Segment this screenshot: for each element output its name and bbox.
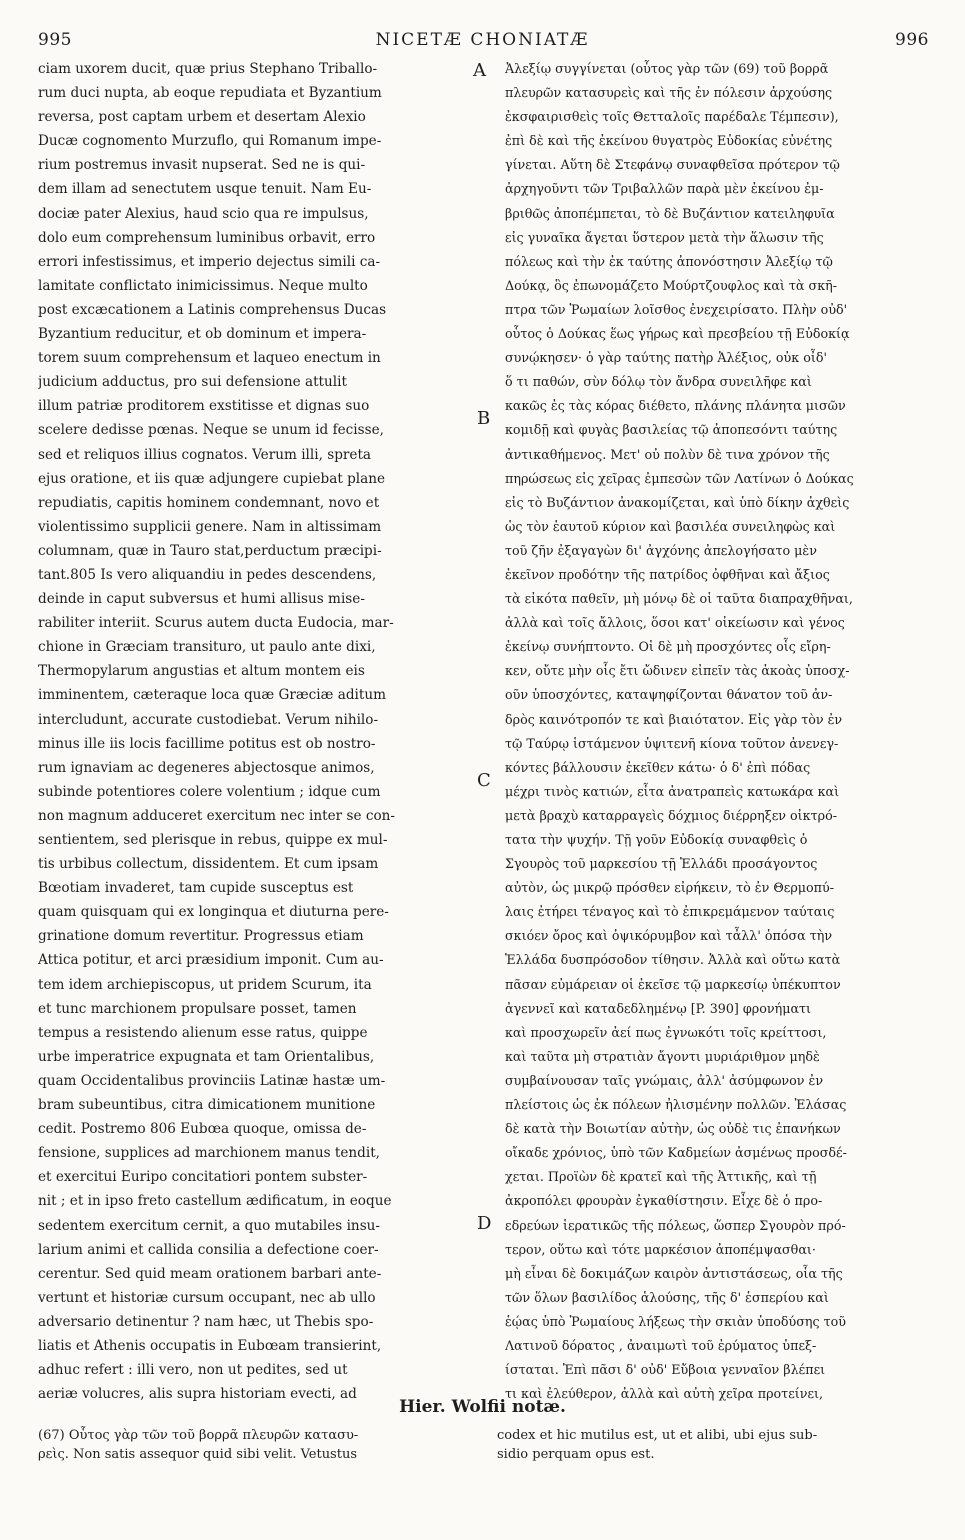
latin-text-line: tem idem archiepiscopus, ut pridem Scurum, ita: [38, 976, 372, 993]
greek-text-line: χεται. Προϊὼν δὲ κρατεῖ καὶ τῆς Ἀττικῆς, καὶ τῇ: [505, 1169, 817, 1185]
greek-text-line: καὶ προσχωρεῖν ἀεί πως ἐγνωκότι τοῖς κρείττοσι,: [505, 1024, 827, 1040]
latin-text-line: columnam, quæ in Tauro stat,perductum præcipi-: [38, 542, 382, 559]
page-number-right: 996: [895, 30, 929, 50]
greek-text-line: γίνεται. Αὕτη δὲ Στεφάνῳ συναφθεῖσα πρότερον τῷ: [505, 157, 840, 173]
footnote-line: sidio perquam opus est.: [497, 1447, 655, 1462]
latin-text-line: rum ignaviam ac degeneres abjectosque animos,: [38, 759, 375, 776]
latin-text-line: rabiliter interiit. Scurus autem ducta Eudocia, mar-: [38, 615, 394, 632]
greek-text-line: οὗτος ὁ Δούκας ἕως γήρως καὶ πρεσβείου τῇ Εὐδοκίᾳ: [505, 326, 850, 342]
latin-text-line: imminentem, cæteraque loca quæ Græciæ aditum: [38, 687, 386, 704]
greek-text-line: οἴκαδε χρόνιος, ὑπὸ τῶν Καδμείων ἀσμένως προσδέ-: [505, 1145, 847, 1161]
latin-text-line: vertunt et historiæ cursum occupant, nec ab ullo: [38, 1289, 376, 1306]
latin-text-line: quam Occidentalibus provinciis Latinæ hastæ um-: [38, 1072, 386, 1089]
latin-text-line: Attica potitur, et arci præsidium imponit. Cum au-: [38, 952, 384, 969]
greek-text-line: ἐκείνῳ συνήπτοντο. Οἱ δὲ μὴ προσχόντες οἷς εἴρη-: [505, 639, 831, 655]
greek-text-line: Ἀλεξίῳ συγγίνεται (οὗτος γὰρ τῶν (69) τοῦ βορρᾶ: [505, 61, 829, 76]
latin-text-line: deinde in caput subversus et humi allisus mise-: [38, 591, 365, 608]
greek-text-line: ἑῴας ὑπὸ Ῥωμαίους λήξεως τὴν σκιὰν ὑποδύσης τοῦ: [505, 1313, 846, 1329]
greek-text-line: ἀλλὰ καὶ τοῖς ἄλλοις, ὅσοι κατ' οἰκείωσιν καὶ γένος: [505, 615, 845, 631]
latin-text-line: ejus oratione, et iis quæ adjungere cupiebat plane: [38, 470, 386, 487]
greek-text-line: λαις ἐτήρει τέναγος καὶ τὸ ἐπικρεμάμενον ταύταις: [505, 904, 835, 920]
greek-text-line: Λατινοῦ δόρατος , ἀναιμωτὶ τοῦ ἐρύματος ὑπεξ-: [505, 1337, 817, 1353]
latin-text-line: errori infestissimus, et imperio dejectus simili ca-: [38, 253, 381, 270]
latin-text-line: sed et reliquos illius cognatos. Verum illi, spreta: [38, 446, 372, 463]
footnote-line: (67) Οὗτος γὰρ τῶν τοῦ βορρᾶ πλευρῶν κατασυ-: [38, 1428, 359, 1443]
greek-text-line: Δούκᾳ, ὃς ἐπωνομάζετο Μούρτζουφλος καὶ τὰ σκῆ-: [505, 277, 838, 293]
greek-text-line: τοῦ ζῆν ἐξαγαγὼν δι' ἀγχόνης ἀπελογήσατο μὲν: [505, 542, 817, 558]
greek-text-line: οῦν ὑποσχόντες, καταψηφίζονται θάνατον τοῦ ἀν-: [505, 687, 833, 703]
latin-text-line: Byzantium reducitur, et ob dominum et impera-: [38, 326, 367, 343]
greek-text-line: πλευρῶν κατασυρεὶς καὶ τῆς ἐν πόλεσιν ἀρχούσης: [505, 85, 833, 101]
greek-text-line: ὅ τι παθών, σὺν δόλῳ τὸν ἄνδρα συνειλῆφε καὶ: [505, 374, 812, 390]
latin-text-line: urbe imperatrice expugnata et tam Orientalibus,: [38, 1048, 375, 1065]
latin-text-line: chione in Græciam transituro, ut paulo ante dixi,: [38, 639, 376, 656]
page-number-left: 995: [38, 30, 72, 50]
latin-text-line: dociæ pater Alexius, haud scio qua re impulsus,: [38, 205, 369, 222]
greek-text-line: μέχρι τινὸς κατιών, εἶτα ἀνατραπεὶς κατωκάρα καὶ: [505, 783, 840, 799]
latin-text-line: torem suum comprehensum et laqueo enectum in: [38, 350, 381, 367]
latin-text-line: et exercitui Euripo concitatiori pontem subster-: [38, 1169, 368, 1186]
latin-text-line: adversario detinentur ? nam hæc, ut Thebis spo-: [38, 1313, 374, 1330]
latin-text-line: reversa, post captam urbem et desertam Alexio: [38, 109, 366, 126]
latin-text-line: Thermopylarum angustias et altum montem eis: [38, 663, 365, 680]
footnote-left: [38, 1426, 468, 1464]
greek-text-line: συμβαίνουσαν ταῖς γνώμαις, ἀλλ' ἀσύμφωνον ἐν: [505, 1072, 824, 1088]
latin-text-line: judicium adductus, pro sui defensione attulit: [38, 374, 347, 391]
greek-text-line: συνῴκησεν· ὁ γὰρ ταύτης πατὴρ Ἀλέξιος, οὐκ οἶδ': [505, 350, 827, 366]
latin-text-line: liatis et Athenis occupatis in Eubœam transierint,: [38, 1337, 382, 1354]
greek-text-column: [505, 57, 935, 1406]
latin-text-line: repudiatis, capitis hominem condemnant, novo et: [38, 494, 380, 511]
greek-text-line: εἰς τὸ Βυζάντιον ἀνακομίζεται, καὶ ὑπὸ δίκην ἀχθεὶς: [505, 494, 850, 510]
latin-text-line: ciam uxorem ducit, quæ prius Stephano Triballo-: [38, 61, 378, 77]
latin-text-line: Bœotiam invaderet, tam cupide susceptus est: [38, 880, 354, 897]
greek-text-line: ἀκροπόλει φρουρὰν ἐγκαθίστησιν. Εἶχε δὲ ὁ προ-: [505, 1193, 823, 1209]
latin-text-line: cedit. Postremo 806 Eubœa quoque, omissa de-: [38, 1121, 367, 1138]
footnote-line: codex et hic mutilus est, ut et alibi, ubi ejus sub-: [497, 1428, 818, 1443]
greek-text-line: ἀγεννεῖ καὶ καταδεδλημένῳ [P. 390] φρονήματι: [505, 1000, 812, 1016]
latin-text-line: rum duci nupta, ab eoque repudiata et Byzantium: [38, 85, 382, 102]
greek-text-line: ἐπὶ δὲ καὶ τῆς ἐκείνου θυγατρὸς Εὐδοκίας εὐνέτης: [505, 133, 833, 149]
latin-text-line: violentissimo supplicii genere. Nam in altissimam: [38, 518, 382, 535]
greek-text-line: κόντες βάλλουσιν ἐκεῖθεν κάτω· ὁ δ' ἐπὶ πόδας: [505, 759, 811, 775]
latin-text-line: grinatione domum revertitur. Progressus etiam: [38, 928, 364, 945]
greek-text-line: πλείστοις ὡς ἐκ πόλεων ἠλισμένην πολλῶν. Ἐλάσας: [505, 1097, 847, 1113]
section-marker-b: B: [477, 408, 491, 429]
latin-text-line: non magnum adduceret exercitum nec inter se con-: [38, 807, 395, 824]
greek-text-line: τατα τὴν ψυχήν. Τῇ γοῦν Εὐδοκίᾳ συναφθεὶς ὁ: [505, 832, 808, 847]
greek-text-line: βριθῶς ἀποπέμπεται, τὸ δὲ Βυζάντιον κατειληφυῖα: [505, 205, 835, 221]
latin-text-line: aeriæ volucres, alis supra historiam evecti, ad: [38, 1386, 357, 1403]
greek-text-line: κεν, οὔτε μὴν οἷς ἔτι ὤδινεν εἰπεῖν τὰς ἀκοὰς ὑποσχ-: [505, 663, 850, 679]
latin-text-line: lamitate conflictato inimicissimus. Neque multo: [38, 277, 368, 294]
greek-text-line: πτρα τῶν Ῥωμαίων λοῖσθος ἐνεχειρίσατο. Πλὴν οὐδ': [505, 301, 848, 317]
footnote-line: ρεὶς. Non satis assequor quid sibi velit. Vetustus: [38, 1447, 358, 1462]
latin-text-line: tis urbibus collectum, dissidentem. Et cum ipsam: [38, 856, 379, 873]
greek-text-line: σκιόεν ὄρος καὶ ὀψικόρυμβον καὶ τἆλλ' ὁπόσα τὴν: [505, 928, 833, 944]
latin-text-line: quam quisquam qui ex longinqua et diuturna pere-: [38, 904, 389, 921]
greek-text-line: ἀντικαθήμενος. Μετ' οὐ πολὺν δὲ τινα χρόνον τῆς: [505, 446, 830, 462]
greek-text-line: Σγουρὸς τοῦ μαρκεσίου τῇ Ἑλλάδι προσάγοντος: [505, 856, 818, 872]
greek-text-line: ἀρχηγοῦντι τῶν Τριβαλλῶν παρὰ μὲν ἐκείνου ἐμ-: [505, 181, 824, 197]
greek-text-line: ὡς τὸν ἑαυτοῦ κύριον καὶ βασιλέα συνειληφὼς καὶ: [505, 518, 836, 534]
latin-text-line: cerentur. Sed quid meam orationem barbari ante-: [38, 1265, 382, 1282]
latin-text-line: illum patriæ proditorem exstitisse et dignas suo: [38, 398, 370, 415]
latin-text-line: adhuc refert : illi vero, non ut pedites, sed ut: [38, 1362, 348, 1379]
greek-text-line: πηρώσεως εἰς χεῖρας ἐμπεσὼν τῶν Λατίνων ὁ Δούκας: [505, 470, 854, 486]
footnote-right: [497, 1426, 937, 1464]
section-marker-c: C: [477, 770, 491, 791]
latin-text-line: rium postremus invasit nupserat. Sed ne is qui-: [38, 157, 366, 174]
greek-text-line: δρὸς καινότροπόν τε καὶ βιαιότατον. Εἰς γὰρ τὸν ἐν: [505, 711, 843, 727]
greek-text-line: εἰς γυναῖκα ἄγεται ὕστερον μετὰ τὴν ἅλωσιν τῆς: [505, 229, 824, 245]
latin-text-line: dem illam ad senectutem usque tenuit. Nam Eu-: [38, 181, 372, 198]
greek-text-line: αὐτὸν, ὡς μικρῷ πρόσθεν εἰρήκειν, τὸ ἐν Θερμοπύ-: [505, 880, 835, 896]
greek-text-line: Ἑλλάδα δυσπρόσοδον τίθησιν. Ἀλλὰ καὶ οὕτω κατὰ: [505, 952, 841, 968]
latin-text-line: intercludunt, accurate custodiebat. Verum nihilo-: [38, 711, 379, 728]
greek-text-line: εδρεύων ἱερατικῶς τῆς πόλεως, ὥσπερ Σγουρὸν πρό-: [505, 1217, 846, 1233]
latin-text-line: tant.805 Is vero aliquandiu in pedes descendens,: [38, 566, 377, 583]
latin-text-line: nit ; et in ipso freto castellum ædificatum, in eoque: [38, 1193, 392, 1210]
latin-text-line: fensione, supplices ad marchionem manus tendit,: [38, 1145, 380, 1162]
latin-text-line: tempus a resistendo alienum esse ratus, quippe: [38, 1024, 368, 1041]
section-marker-d: D: [477, 1213, 492, 1234]
latin-text-line: minus ille iis locis facillime potitus est ob nostro-: [38, 735, 376, 752]
greek-text-line: τὰ εἰκότα παθεῖν, μὴ μόνῳ δὲ οἱ ταῦτα διαπραχθῆναι,: [505, 591, 853, 607]
latin-text-line: post excæcationem a Latinis comprehensus Ducas: [38, 301, 387, 318]
greek-text-line: κακῶς ἐς τὰς κόρας διέθετο, πλάνης πλάνητα μισῶν: [505, 398, 846, 414]
latin-text-line: et tunc marchionem propulsare posset, tamen: [38, 1000, 357, 1017]
latin-text-line: bram subeuntibus, citra dimicationem munitione: [38, 1097, 376, 1114]
latin-text-line: Ducæ cognomento Murzuflo, qui Romanum impe-: [38, 133, 382, 150]
greek-text-line: τῶν ὅλων βασιλίδος ἁλούσης, τῆς δ' ἑσπερίου καὶ: [505, 1289, 829, 1305]
running-title: NICETÆ CHONIATÆ: [375, 30, 590, 50]
greek-text-line: πᾶσαν εὐμάρειαν οἱ ἐκεῖσε τῷ μαρκεσίῳ ὑπέκυπτον: [505, 976, 841, 992]
latin-text-line: sedentem exercitum cernit, a quo mutabiles insu-: [38, 1217, 381, 1234]
greek-text-line: καὶ ταῦτα μὴ στρατιὰν ἄγοντι μυριάριθμον μηδὲ: [505, 1048, 820, 1064]
greek-text-line: ίσταται. Ἐπὶ πᾶσι δ' οὐδ' Εὔβοια γενναῖον βλέπει: [505, 1362, 826, 1378]
section-marker-a: A: [473, 60, 486, 81]
latin-text-column: [38, 57, 468, 1406]
greek-text-line: ἐκεῖνον προδότην τῆς πατρίδος ὀφθῆναι καὶ ἄξιος: [505, 566, 830, 582]
greek-text-line: τερον, οὕτω καὶ τότε μαρκέσιον ἀποπέμψασθαι·: [505, 1241, 816, 1257]
latin-text-line: sentientem, sed plerisque in rebus, quippe ex mul-: [38, 832, 388, 848]
greek-text-line: δὲ κατὰ τὴν Βοιωτίαν αὐτὴν, ὡς οὐδὲ τις ἐπανήκων: [505, 1121, 841, 1137]
greek-text-line: κομιδῇ καὶ φυγὰς βασιλείας τῷ ἀποπεσόντι ταύτης: [505, 422, 838, 438]
latin-text-line: larium animi et callida consilia a defectione coer-: [38, 1241, 379, 1258]
greek-text-line: πόλεως καὶ τὴν ἐκ ταύτης ἀπονόστησιν Ἀλεξίῳ τῷ: [505, 253, 833, 269]
latin-text-line: scelere dedisse pœnas. Neque se unum id fecisse,: [38, 422, 384, 439]
greek-text-line: τῷ Ταύρῳ ἱστάμενον ὑψιτενῆ κίονα τοῦτον ἀνενεγ-: [505, 735, 839, 751]
notes-heading: Hier. Wolfii notæ.: [399, 1397, 566, 1417]
page-header: [0, 0, 965, 50]
greek-text-line: τι καὶ ἐλεύθερον, ἀλλὰ καὶ αὐτὴ χεῖρα προτείνει,: [505, 1386, 824, 1402]
greek-text-line: μὴ εἶναι δὲ δοκιμάζων καιρὸν ἀντιστάσεως, οἷα τῆς: [505, 1265, 843, 1281]
latin-text-line: dolo eum comprehensum luminibus orbavit, erro: [38, 229, 376, 246]
latin-text-line: subinde potentiores colere volentium ; idque cum: [38, 783, 381, 800]
greek-text-line: μετὰ βραχὺ καταρραγεὶς δόχμιος διέρρηξεν οἰκτρό-: [505, 807, 837, 823]
greek-text-line: ἐκσφαιρισθεὶς τοῖς Θετταλοῖς παρέδαλε Τέμπεσιν),: [505, 109, 839, 125]
